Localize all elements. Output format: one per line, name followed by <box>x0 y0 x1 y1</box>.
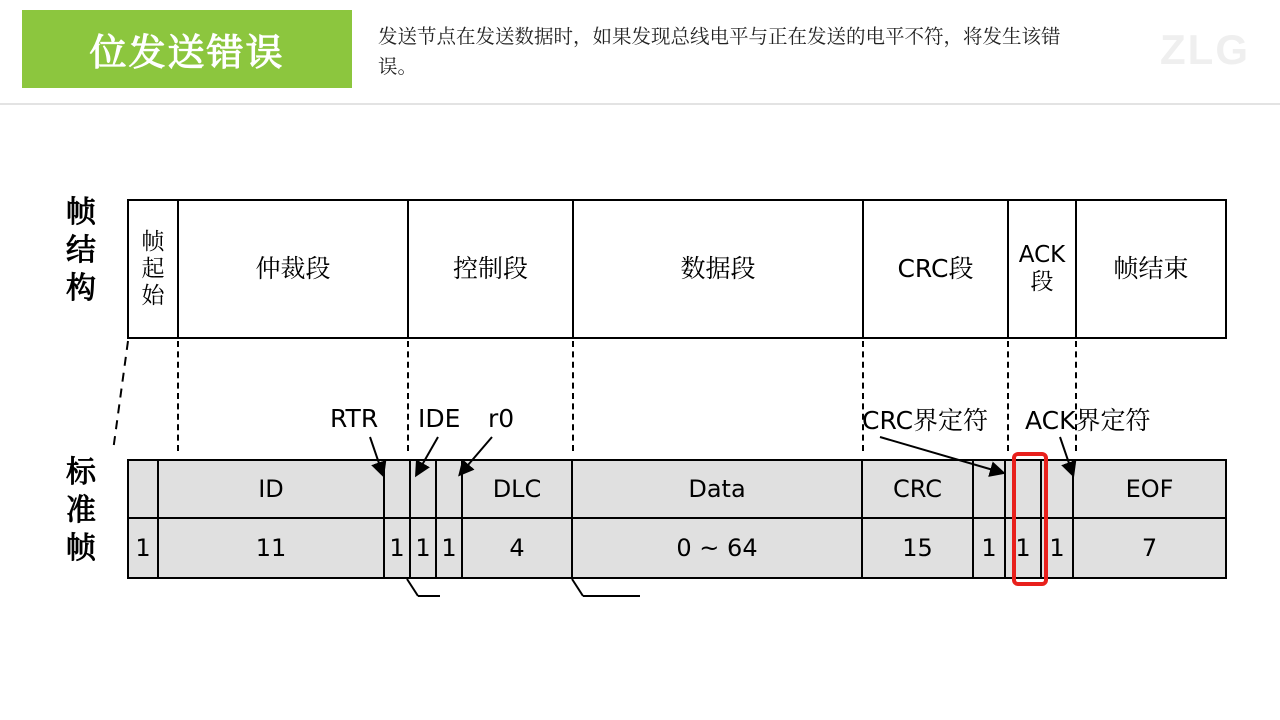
field-cell-ide <box>411 461 437 517</box>
field-cell-rtr <box>385 461 411 517</box>
callout-ack-delimiter: ACK界定符 <box>1025 406 1151 435</box>
frame-structure-cell-arbitration: 仲裁段 <box>179 201 409 337</box>
frame-structure-cell-sof: 帧起始 <box>129 201 179 337</box>
field-cell-r0 <box>437 461 463 517</box>
frame-structure-table <box>127 199 1227 339</box>
field-cell-id: ID <box>159 461 385 517</box>
zlg-logo: ZLG <box>1160 26 1250 73</box>
row-label-standard-frame: 标准帧 <box>66 455 96 566</box>
callout-crc-delimiter: CRC界定符 <box>862 406 989 435</box>
standard-frame-field-row <box>129 461 1225 519</box>
callout-r0: r0 <box>488 404 515 433</box>
bits-cell-dlc: 4 <box>463 519 573 577</box>
bits-cell-id: 11 <box>159 519 385 577</box>
slide-header <box>0 0 1280 104</box>
header-description: 发送节点在发送数据时，如果发现总线电平与正在发送的电平不符，将发生该错误。 <box>378 25 1061 78</box>
connector-dash-2 <box>407 341 409 451</box>
callout-ide: IDE <box>418 404 461 433</box>
field-cell-dlc: DLC <box>463 461 573 517</box>
field-cell-crc-delimiter <box>974 461 1006 517</box>
ack-slot-highlight <box>1012 452 1048 586</box>
can-frame-diagram <box>0 104 1280 720</box>
bits-cell-crc-delimiter: 1 <box>974 519 1006 577</box>
slide-title-box <box>22 10 352 88</box>
row-label-frame-structure: 帧结构 <box>66 195 96 306</box>
connector-dash-3 <box>572 341 574 451</box>
bits-cell-crc: 15 <box>863 519 974 577</box>
field-cell-crc: CRC <box>863 461 974 517</box>
connector-dash-1 <box>177 341 179 451</box>
frame-structure-cell-crc: CRC段 <box>864 201 1009 337</box>
bits-cell-eof: 7 <box>1141 534 1158 562</box>
frame-structure-cell-ack: ACK段 <box>1009 201 1077 337</box>
callout-rtr: RTR <box>330 404 379 433</box>
bits-cell-data: 0 ~ 64 <box>573 519 863 577</box>
connector-dash-5 <box>1007 341 1009 451</box>
bits-cell-ack-slot: 1 <box>1006 519 1042 577</box>
standard-frame-bits-row <box>129 519 1225 577</box>
frame-structure-cell-data: 数据段 <box>574 201 864 337</box>
field-cell-data: Data <box>573 461 863 517</box>
standard-frame-table <box>127 459 1227 579</box>
frame-structure-cell-eof: 帧结束 <box>1113 254 1189 283</box>
bits-cell-sof: 1 <box>129 519 159 577</box>
bits-cell-r0: 1 <box>437 519 463 577</box>
page-title: 位发送错误 <box>89 31 285 74</box>
bits-cell-ack-delimiter: 1 <box>1042 519 1074 577</box>
bits-cell-ide: 1 <box>411 519 437 577</box>
bits-cell-rtr: 1 <box>385 519 411 577</box>
field-cell-eof: EOF <box>1125 475 1174 503</box>
field-cell-sof <box>129 461 159 517</box>
frame-structure-cell-control: 控制段 <box>409 201 574 337</box>
